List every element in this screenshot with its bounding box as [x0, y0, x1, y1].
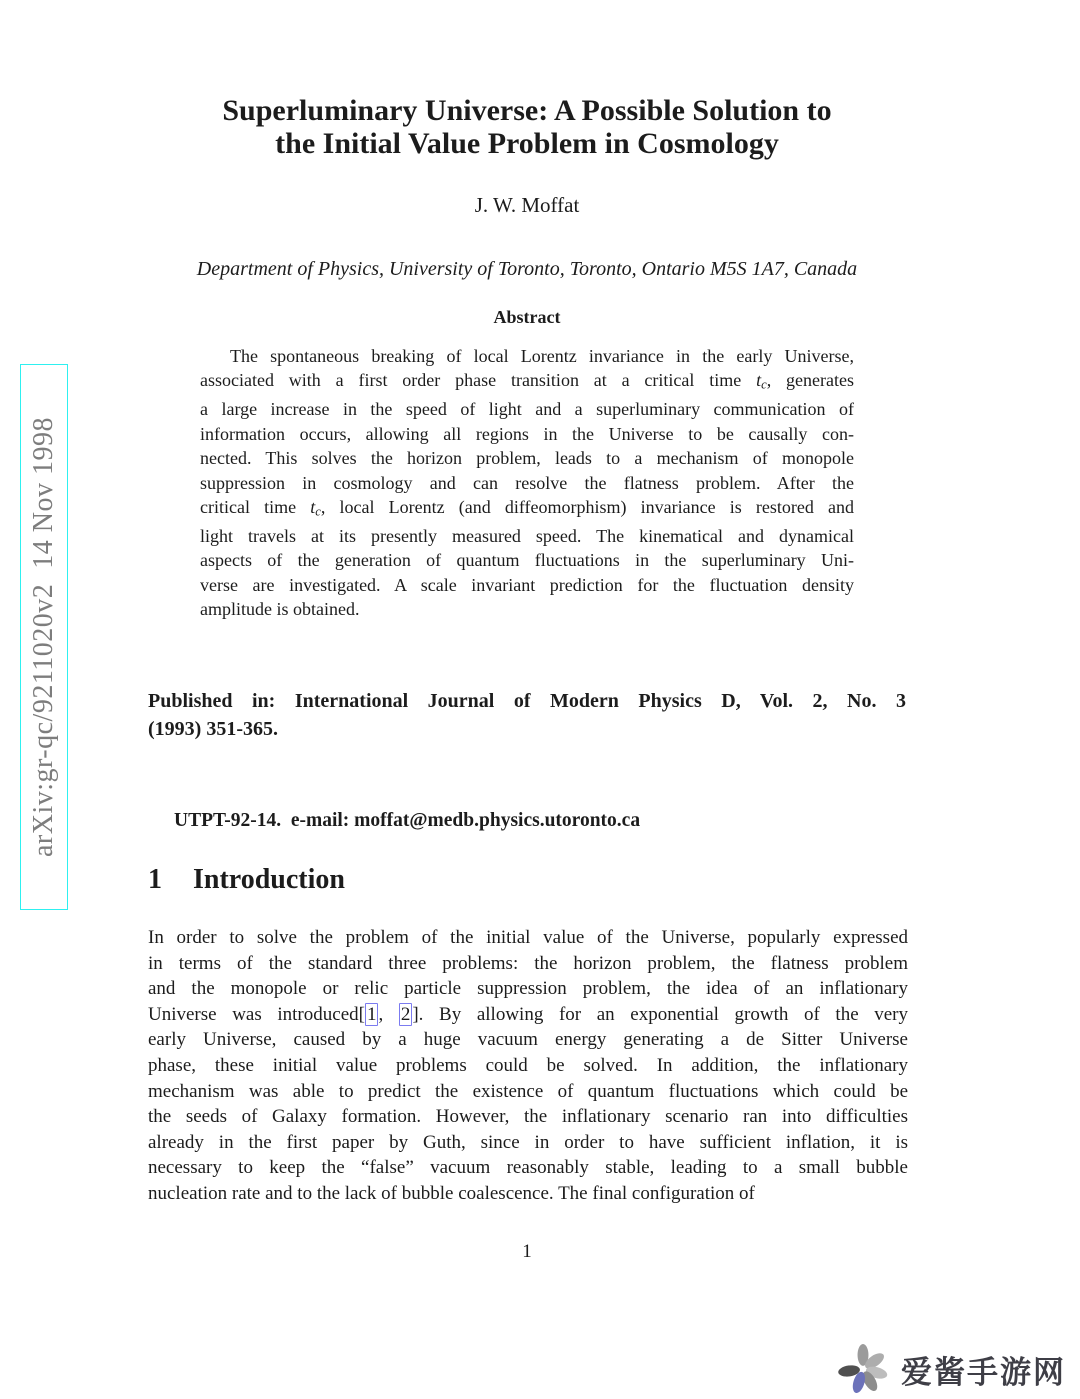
paper-title-line2: the Initial Value Problem in Cosmology: [275, 127, 779, 160]
section-heading: [148, 864, 906, 896]
text-line: critical time tc, local Lorentz (and diffeomorphism) invariance is restored and: [200, 496, 854, 519]
text-line: the seeds of Galaxy formation. However, the inflationary scenario ran into difficulties: [148, 1106, 908, 1128]
paper-title-line1: Superluminary Universe: A Possible Solution to: [222, 94, 832, 127]
text-line: aspects of the generation of quantum fluctuations in the superluminary Uni-: [200, 550, 854, 571]
text-line: (1993) 351-365.: [148, 717, 278, 740]
text-line: Universe was introduced[ 1 , 2 ]. By allowing for an exponential growth of the very: [148, 1003, 909, 1025]
abstract-text: [200, 344, 854, 622]
section-title: Introduction: [193, 864, 345, 895]
page-number: 1: [522, 1241, 532, 1262]
section-number: 1: [148, 864, 162, 895]
text-line: and the monopole or relic particle suppression problem, the idea of an inflationary: [148, 978, 908, 1000]
text-line: light travels at its presently measured speed. The kinematical and dynamical: [200, 525, 854, 546]
arxiv-stamp-box: [20, 364, 68, 910]
text-line: early Universe, caused by a huge vacuum energy generating a de Sitter Universe: [148, 1029, 908, 1051]
text-line: associated with a first order phase transition at a critical time tc, generates: [200, 370, 854, 392]
watermark-site-name: 爱酱手游网: [901, 1354, 1066, 1391]
watermark-flower-icon: [835, 1343, 891, 1395]
citation-link[interactable]: 2: [400, 1003, 411, 1025]
text-line: nucleation rate and to the lack of bubble coalescence. The final configuration of: [148, 1182, 755, 1204]
text-line: necessary to keep the “false” vacuum reasonably stable, leading to a small bubble: [148, 1157, 908, 1179]
affiliation: Department of Physics, University of Toronto, Toronto, Ontario M5S 1A7, Canada: [196, 258, 858, 280]
watermark: [835, 1343, 1066, 1395]
text-line: The spontaneous breaking of local Lorentz invariance in the early Universe,: [230, 346, 854, 366]
author-name: J. W. Moffat: [474, 193, 580, 217]
paper-title: [148, 94, 906, 160]
intro-paragraph: [148, 925, 908, 1207]
text-line: phase, these initial value problems could be solved. In addition, the inflationary: [148, 1054, 908, 1076]
text-line: already in the first paper by Guth, since in order to have sufficient inflation, it is: [148, 1131, 908, 1153]
text-line: information occurs, allowing all regions in the Universe to be causally con-: [200, 423, 854, 444]
text-line: In order to solve the problem of the initial value of the Universe, popularly expressed: [148, 927, 908, 948]
citation-link[interactable]: 1: [366, 1003, 377, 1025]
text-line: a large increase in the speed of light and a superluminary communication of: [200, 399, 854, 420]
text-line: mechanism was able to predict the existence of quantum fluctuations which could be: [148, 1080, 908, 1102]
arxiv-stamp-text: arXiv:gr-qc/9211020v2 14 Nov 1998: [28, 416, 60, 858]
published-note: [148, 688, 906, 743]
text-line: Published in: International Journal of Modern Physics D, Vol. 2, No. 3: [148, 690, 906, 712]
text-line: amplitude is obtained.: [200, 599, 360, 620]
text-line: verse are investigated. A scale invariant prediction for the fluctuation density: [200, 574, 854, 595]
report-number-line: UTPT-92-14. e-mail: moffat@medb.physics.utoronto.ca: [174, 810, 641, 831]
text-line: in terms of the standard three problems: the horizon problem, the flatness problem: [148, 952, 908, 974]
abstract-heading: Abstract: [493, 307, 561, 327]
text-line: nected. This solves the horizon problem, leads to a mechanism of monopole: [200, 448, 854, 469]
text-line: suppression in cosmology and can resolve the flatness problem. After the: [200, 472, 854, 493]
